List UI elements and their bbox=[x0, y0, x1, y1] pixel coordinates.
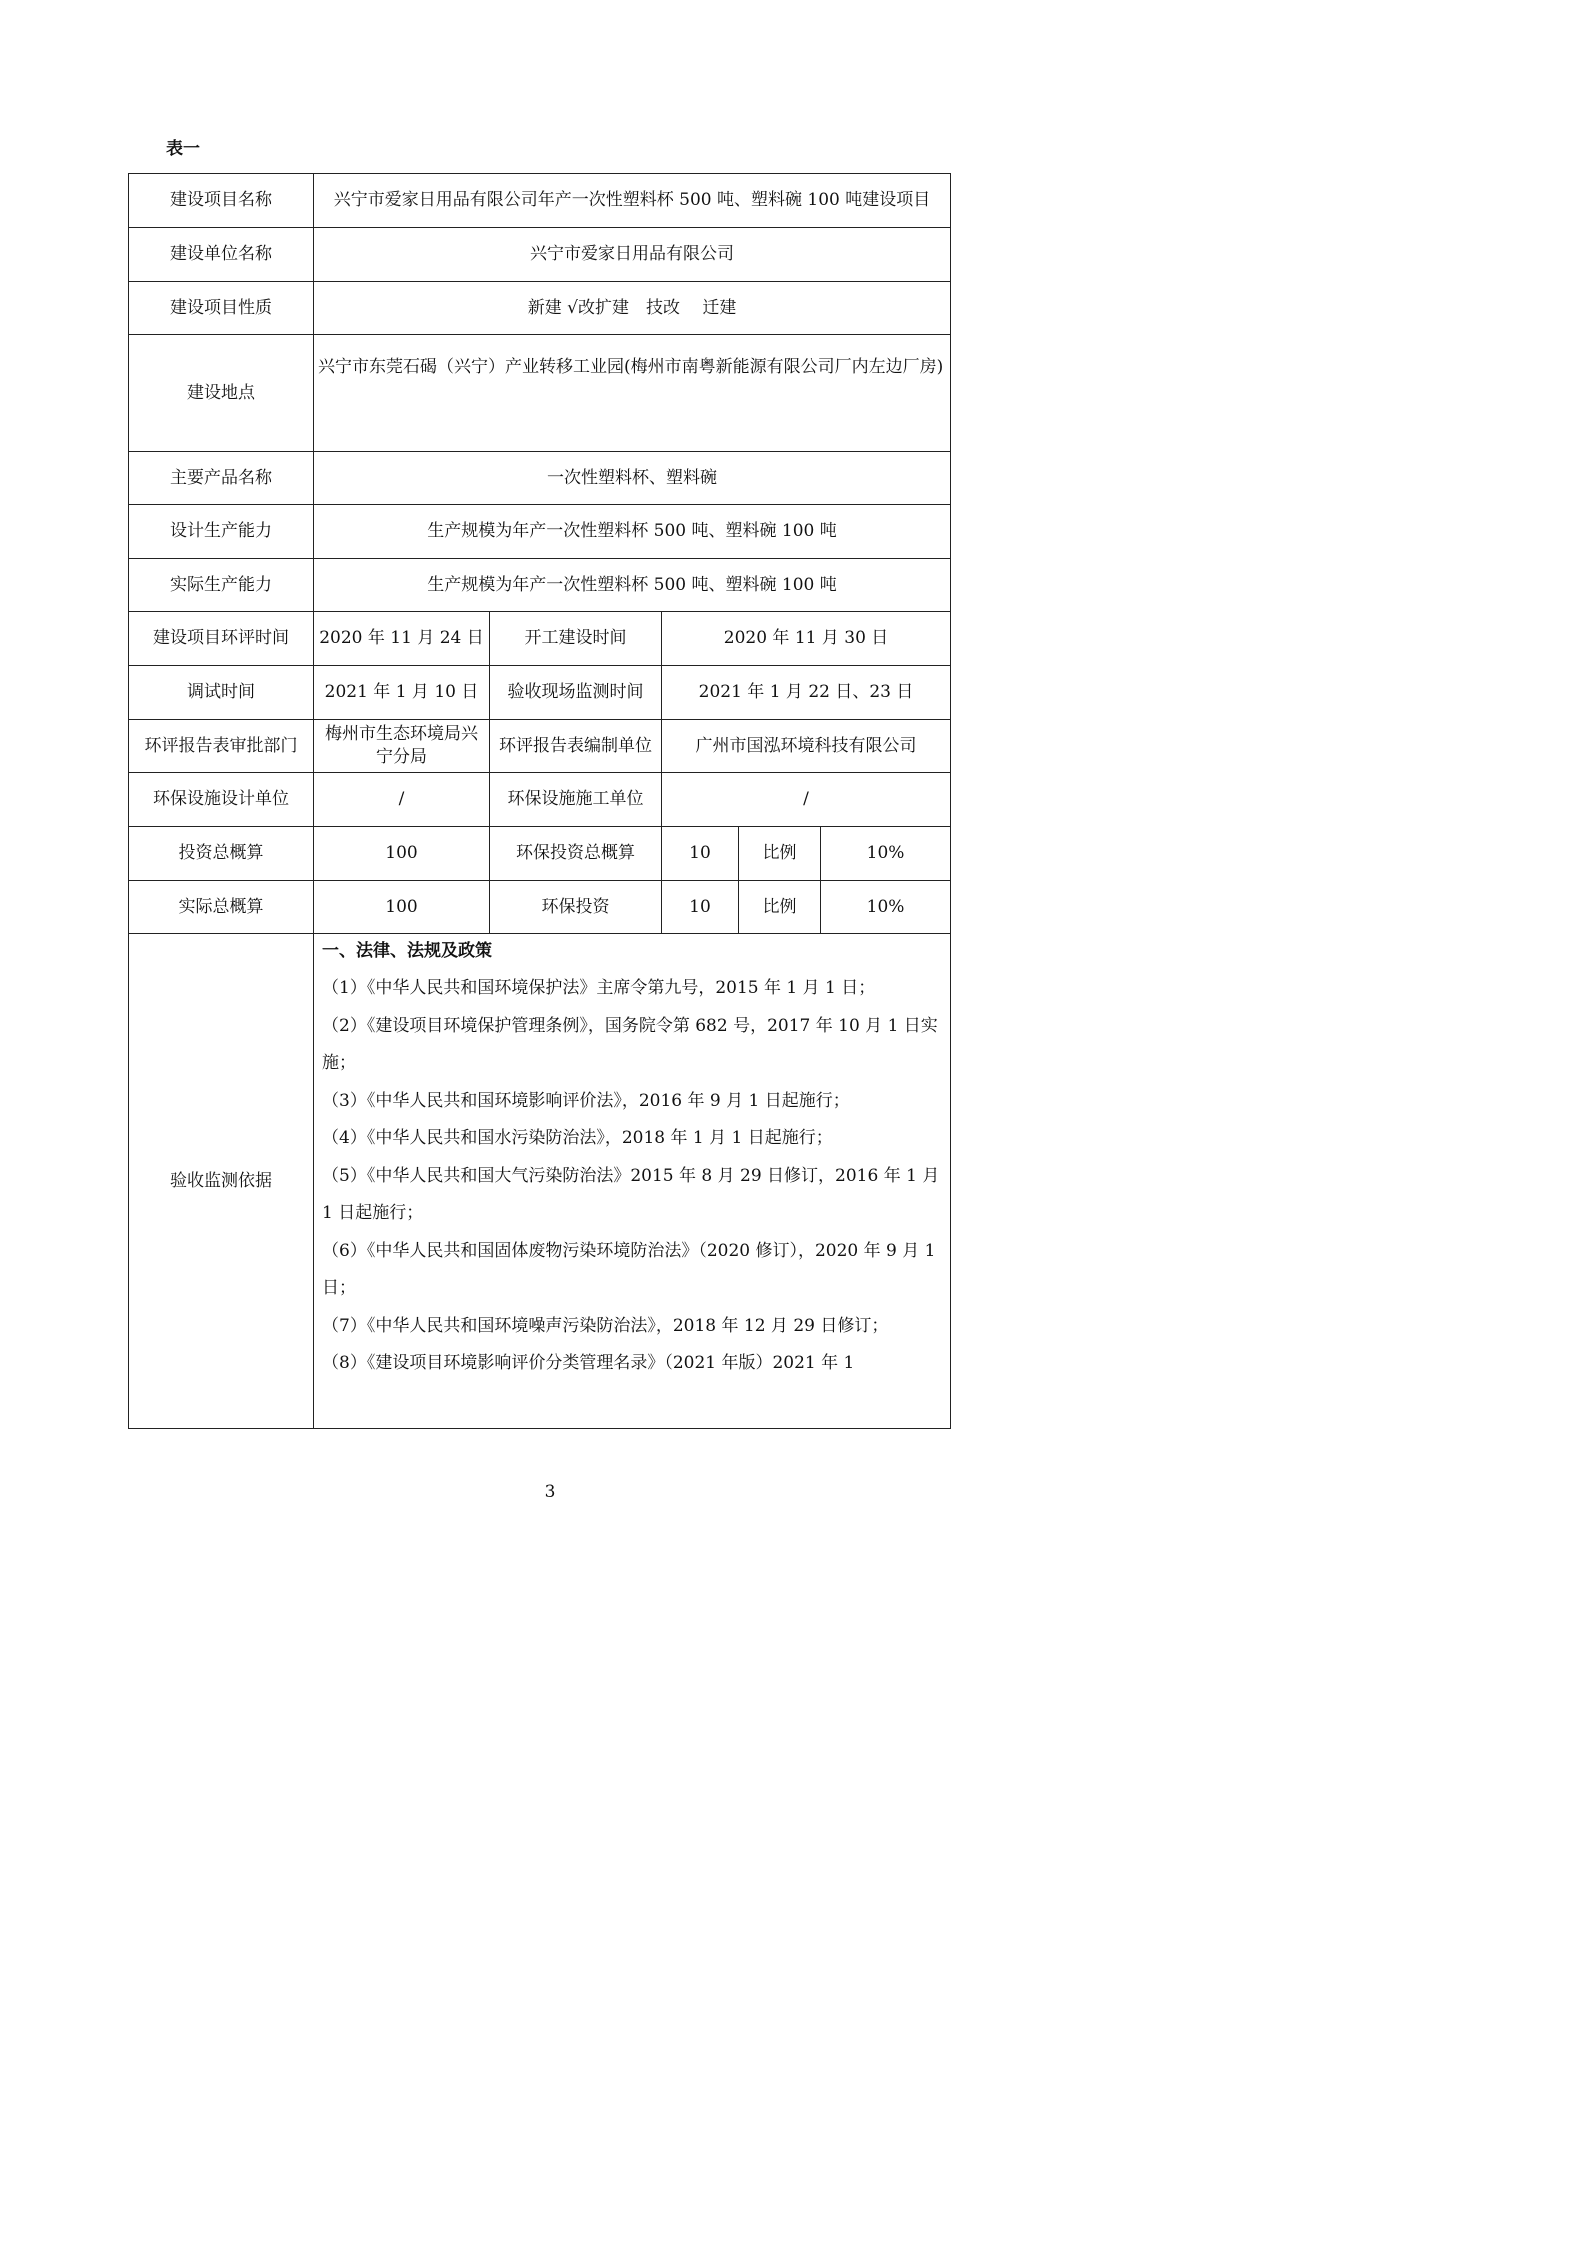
row-approval bbox=[129, 720, 951, 773]
row-investment bbox=[129, 827, 951, 881]
value-product: 一次性塑料杯、塑料碗 bbox=[314, 452, 951, 505]
basis-item: （7）《中华人民共和国环境噪声污染防治法》，2018 年 12 月 29 日修订； bbox=[322, 1315, 889, 1336]
row-eia-time bbox=[129, 612, 951, 666]
label-compile-unit: 环评报告表编制单位 bbox=[490, 720, 662, 773]
basis-item: （1）《中华人民共和国环境保护法》主席令第九号，2015 年 1 月 1 日； bbox=[322, 978, 876, 998]
value-monitor-time: 2021 年 1 月 22 日、23 日 bbox=[662, 666, 951, 720]
row-unit-name bbox=[129, 228, 951, 282]
label-location: 建设地点 bbox=[129, 335, 314, 452]
label-approval-dept: 环评报告表审批部门 bbox=[129, 720, 314, 773]
value-ratio: 10% bbox=[821, 827, 951, 881]
value-design-capacity: 生产规模为年产一次性塑料杯 500 吨、塑料碗 100 吨 bbox=[314, 505, 951, 559]
value-actual-env-investment: 10 bbox=[662, 881, 739, 934]
value-nature: 新建 √改扩建 技改 迁建 bbox=[314, 282, 951, 335]
value-actual-capacity: 生产规模为年产一次性塑料杯 500 吨、塑料碗 100 吨 bbox=[314, 559, 951, 612]
value-start-time: 2020 年 11 月 30 日 bbox=[662, 612, 951, 666]
label-investment: 投资总概算 bbox=[129, 827, 314, 881]
label-eia-time: 建设项目环评时间 bbox=[129, 612, 314, 666]
row-actual-capacity bbox=[129, 559, 951, 612]
row-nature bbox=[129, 282, 951, 335]
basis-content bbox=[314, 934, 951, 1429]
label-project-name: 建设项目名称 bbox=[129, 174, 314, 228]
label-design-capacity: 设计生产能力 bbox=[129, 505, 314, 559]
value-location: 兴宁市东莞石碣（兴宁）产业转移工业园(梅州市南粤新能源有限公司厂内左边厂房) bbox=[314, 335, 951, 452]
value-eia-time: 2020 年 11 月 24 日 bbox=[314, 612, 490, 666]
page-number: 3 bbox=[544, 1482, 556, 1502]
label-actual-capacity: 实际生产能力 bbox=[129, 559, 314, 612]
basis-heading: 一、法律、法规及政策 bbox=[322, 941, 492, 961]
label-construction-unit: 环保设施施工单位 bbox=[490, 773, 662, 827]
value-design-unit: / bbox=[314, 773, 490, 827]
label-unit-name: 建设单位名称 bbox=[129, 228, 314, 282]
label-debug-time: 调试时间 bbox=[129, 666, 314, 720]
value-approval-dept: 梅州市生态环境局兴宁分局 bbox=[314, 720, 490, 773]
label-monitor-time: 验收现场监测时间 bbox=[490, 666, 662, 720]
row-project-name bbox=[129, 174, 951, 228]
value-construction-unit: / bbox=[662, 773, 951, 827]
value-env-investment: 10 bbox=[662, 827, 739, 881]
row-actual-investment bbox=[129, 881, 951, 934]
value-unit-name: 兴宁市爱家日用品有限公司 bbox=[314, 228, 951, 282]
label-start-time: 开工建设时间 bbox=[490, 612, 662, 666]
label-design-unit: 环保设施设计单位 bbox=[129, 773, 314, 827]
label-ratio: 比例 bbox=[739, 827, 821, 881]
value-investment: 100 bbox=[314, 827, 490, 881]
basis-item: （3）《中华人民共和国环境影响评价法》，2016 年 9 月 1 日起施行； bbox=[322, 1090, 850, 1111]
label-product: 主要产品名称 bbox=[129, 452, 314, 505]
basis-item: （2）《建设项目环境保护管理条例》，国务院令第 682 号，2017 年 10 月 1 日实施； bbox=[322, 1015, 938, 1073]
label-actual-env-investment: 环保投资 bbox=[490, 881, 662, 934]
label-basis: 验收监测依据 bbox=[129, 934, 314, 1429]
row-debug-time bbox=[129, 666, 951, 720]
value-actual-investment: 100 bbox=[314, 881, 490, 934]
row-product bbox=[129, 452, 951, 505]
basis-item: （4）《中华人民共和国水污染防治法》，2018 年 1 月 1 日起施行； bbox=[322, 1128, 833, 1148]
row-location bbox=[129, 335, 951, 452]
label-actual-ratio: 比例 bbox=[739, 881, 821, 934]
label-actual-investment: 实际总概算 bbox=[129, 881, 314, 934]
project-info-table bbox=[128, 173, 951, 1429]
basis-item: （8）《建设项目环境影响评价分类管理名录》（2021 年版）2021 年 1 bbox=[322, 1353, 855, 1373]
basis-item: （6）《中华人民共和国固体废物污染环境防治法》（2020 修订），2020 年 9 月 1 日； bbox=[322, 1240, 936, 1298]
value-debug-time: 2021 年 1 月 10 日 bbox=[314, 666, 490, 720]
label-env-investment: 环保投资总概算 bbox=[490, 827, 662, 881]
basis-item: （5）《中华人民共和国大气污染防治法》2015 年 8 月 29 日修订，2016 年 1 月 1 日起施行； bbox=[322, 1165, 940, 1223]
value-compile-unit: 广州市国泓环境科技有限公司 bbox=[662, 720, 951, 773]
row-design-unit bbox=[129, 773, 951, 827]
table-label: 表一 bbox=[166, 139, 200, 159]
row-basis bbox=[129, 934, 951, 1429]
value-actual-ratio: 10% bbox=[821, 881, 951, 934]
label-nature: 建设项目性质 bbox=[129, 282, 314, 335]
value-project-name: 兴宁市爱家日用品有限公司年产一次性塑料杯 500 吨、塑料碗 100 吨建设项目 bbox=[314, 174, 951, 228]
row-design-capacity bbox=[129, 505, 951, 559]
